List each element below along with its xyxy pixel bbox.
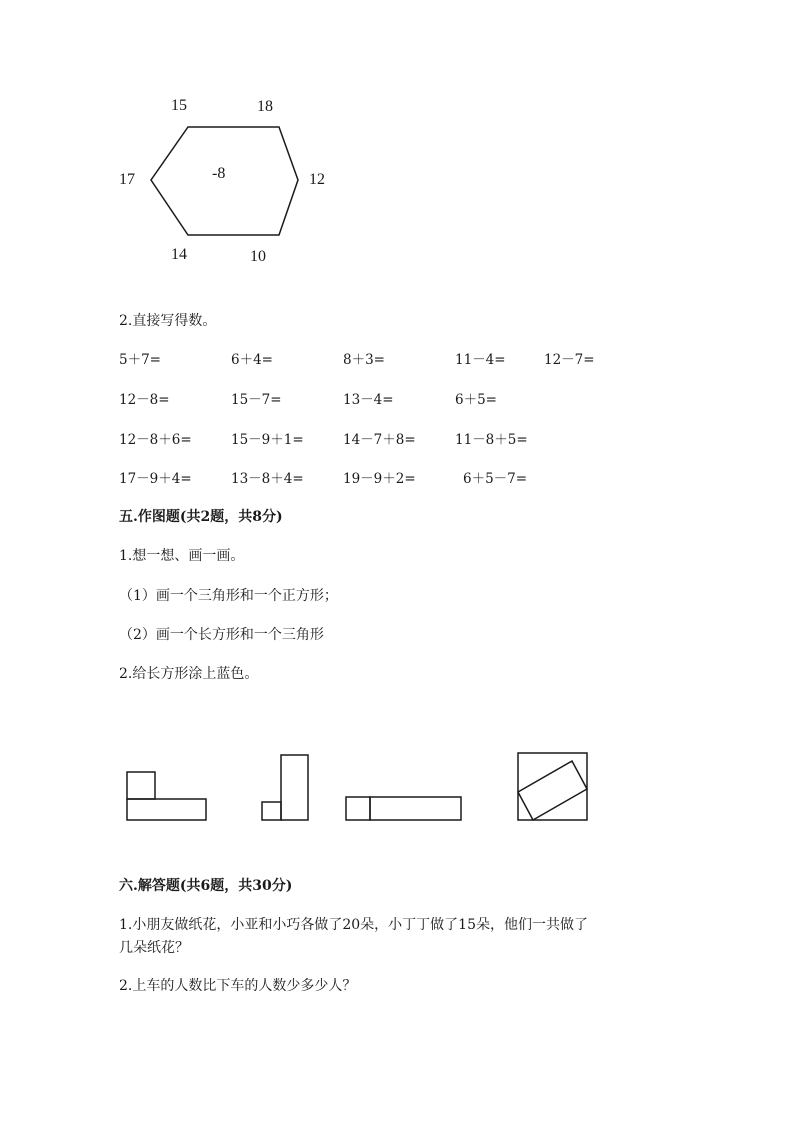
hexagon-number-right: 12: [309, 171, 325, 188]
calc-expr: 12－8=: [119, 392, 170, 408]
shape-rectangle: [370, 797, 461, 820]
section-6-q1-line2: 几朵纸花？: [119, 940, 189, 956]
calc-expr: 6＋5=: [455, 392, 497, 408]
calc-expr: 19－9＋2=: [343, 471, 416, 487]
shape-rectangle: [127, 799, 206, 820]
calc-expr: 6＋4=: [231, 352, 273, 368]
calc-expr: 15－9＋1=: [231, 432, 304, 448]
section-5-q1-part-b: （2）画一个长方形和一个三角形: [119, 627, 324, 643]
section-5-q2: 2.给长方形涂上蓝色。: [119, 666, 259, 682]
section-6-heading: 六.解答题(共6题，共30分): [119, 878, 293, 894]
shape-square: [346, 797, 370, 820]
shape-square: [262, 802, 281, 820]
shape-square: [127, 772, 155, 799]
section-5-q1: 1.想一想、画一画。: [119, 548, 245, 564]
calc-expr: 13－8＋4=: [231, 471, 304, 487]
hexagon-number-top-left: 15: [171, 97, 187, 114]
calc-expr: 13－4=: [343, 392, 394, 408]
shape-tilted-rectangle: [518, 761, 587, 820]
calc-expr: 6＋5－7=: [463, 471, 528, 487]
section-5-q1-part-a: （1）画一个三角形和一个正方形；: [119, 588, 338, 604]
calc-expr: 15－7=: [231, 392, 282, 408]
calc-expr: 12－7=: [544, 352, 595, 368]
hexagon-center-number: -8: [212, 165, 226, 182]
calc-expr: 11－8＋5=: [455, 432, 528, 448]
section-5-heading: 五.作图题(共2题，共8分): [119, 509, 283, 525]
hexagon-number-top-right: 18: [257, 98, 273, 115]
hexagon-number-bottom-left: 14: [171, 246, 187, 263]
shape-rectangle: [281, 755, 308, 820]
calc-expr: 12－8＋6=: [119, 432, 192, 448]
calc-expr: 5＋7=: [119, 352, 161, 368]
section-6-q1-line1: 1.小朋友做纸花，小亚和小巧各做了20朵，小丁丁做了15朵，他们一共做了: [119, 917, 588, 933]
calc-expr: 17－9＋4=: [119, 471, 192, 487]
calc-expr: 14－7＋8=: [343, 432, 416, 448]
calc-expr: 8＋3=: [343, 352, 385, 368]
hexagon-number-left: 17: [119, 171, 135, 188]
calc-question-title: 2.直接写得数。: [119, 313, 217, 329]
section-6-q2: 2.上车的人数比下车的人数少多少人？: [119, 978, 357, 994]
calc-expr: 11－4=: [455, 352, 506, 368]
hexagon-number-bottom-right: 10: [250, 248, 266, 265]
